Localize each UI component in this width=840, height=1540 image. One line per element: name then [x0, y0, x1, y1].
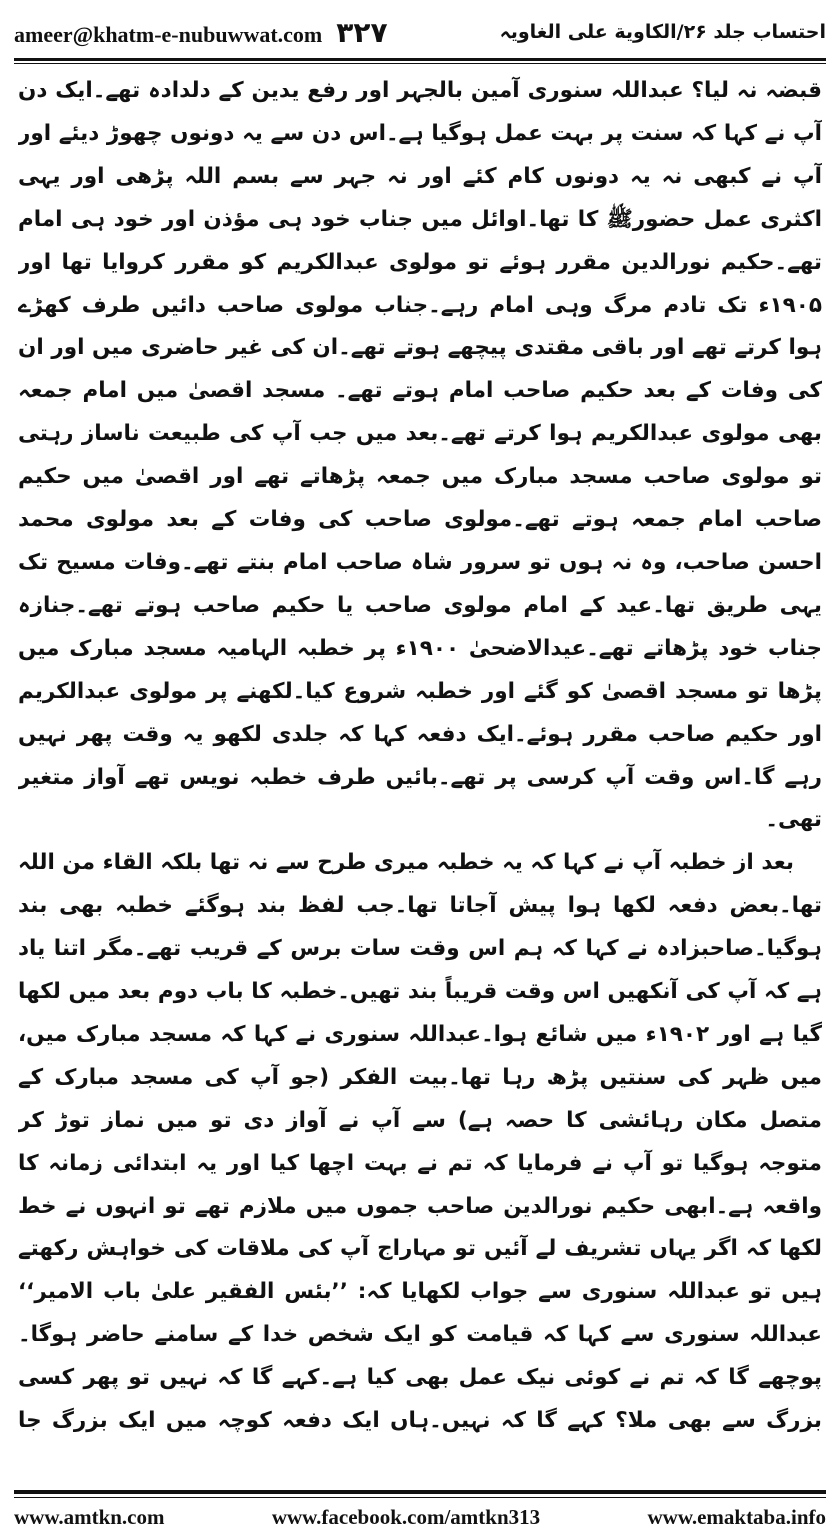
page-number: ۳۲۷ — [336, 15, 388, 49]
paragraph-2: بعد از خطبہ آپ نے کہا کہ یہ خطبہ میری طرح سے نہ تھا بلکہ القاء من اللہ تھا۔بعض دفعہ لکھا ہوا پیش آجاتا تھا۔جب لفظ بند ہوگئے خطبہ بھی بند ہوگیا۔صاحبزادہ نے کہا کہ ہم اس وقت سات برس کے قریب تھے۔مگر اتنا یاد ہے کہ آپ کی آنکھیں اس وقت قریباً بند تھیں۔خطبہ کا باب دوم بعد میں لکھا گیا ہے اور ۱۹۰۲ء میں شائع ہوا۔عبداللہ سنوری نے کہا کہ مسجد مبارک میں، میں ظہر کی سنتیں پڑھ رہا تھا۔بیت الفکر (جو آپ کی مسجد مبارک کے متصل مکان رہائشی کا حصہ ہے) سے آپ نے آواز دی تو میں نماز توڑ کر متوجہ ہوگیا تو آپ نے فرمایا کہ تم نے بہت اچھا کیا اور یہ ابتدائی زمانہ کا واقعہ ہے۔ابھی حکیم نورالدین صاحب جموں میں ملازم تھے تو انہوں نے خط لکھا کہ اگر یہاں تشریف لے آئیں تو مہاراج آپ کی ملاقات کی خواہش رکھتے ہیں تو عبداللہ سنوری سے جواب لکھایا کہ: ’’بئس الفقیر علیٰ باب الامیر‘‘ عبداللہ سنوری سے کہا کہ قیامت کو ایک شخص خدا کے سامنے حاضر ہوگا۔پوچھے گا کہ تم نے کوئی نیک عمل بھی کیا ہے۔کہے گا کہ نہیں تو پھر کسی بزرگ سے بھی ملا؟ کہے گا کہ نہیں۔ہاں ایک دفعہ کوچہ میں ایک بزرگ جا — [18, 850, 822, 1434]
book-title: احتساب جلد ۲۶/الکاویة علی الغاویہ — [499, 21, 826, 43]
header-email: ameer@khatm-e-nubuwwat.com — [14, 21, 323, 47]
footer-site-emaktaba: www.emaktaba.info — [647, 1504, 826, 1529]
footer-site-amtkn: www.amtkn.com — [14, 1504, 165, 1529]
footer-rule-thin — [14, 1497, 826, 1498]
header-left-group — [14, 16, 388, 49]
header-rule — [14, 58, 826, 64]
page-header — [14, 8, 826, 56]
page-footer — [14, 1500, 826, 1534]
paragraph-1: قبضہ نہ لیا؟ عبداللہ سنوری آمین بالجہر اور رفع یدین کے دلدادہ تھے۔ایک دن آپ نے کہا کہ سنت پر بہت عمل ہوگیا ہے۔اس دن سے یہ دونوں چھوڑ دیئے اور آپ نے کبھی نہ یہ دونوں کام کئے اور نہ جہر سے بسم اللہ پڑھی اور یہی اکثری عمل حضورﷺ کا تھا۔اوائل میں جناب خود ہی مؤذن اور خود ہی امام تھے۔حکیم نورالدین مقرر ہوئے تو مولوی عبدالکریم کو مقرر کروایا تھا اور ۱۹۰۵ء تک تادم مرگ وہی امام رہے۔جناب مولوی صاحب دائیں طرف کھڑے ہوا کرتے تھے اور باقی مقتدی پیچھے ہوتے تھے۔ان کی غیر حاضری میں اور ان کی وفات کے بعد حکیم صاحب امام ہوتے تھے۔ مسجد اقصیٰ میں امام جمعہ بھی مولوی عبدالکریم ہوا کرتے تھے۔بعد میں جب آپ کی طبیعت ناساز رہتی تو مولوی صاحب مسجد مبارک میں جمعہ پڑھاتے تھے اور اقصیٰ میں حکیم صاحب امام جمعہ ہوتے تھے۔مولوی صاحب کی وفات کے بعد مولوی محمد احسن صاحب، وہ نہ ہوں تو سرور شاہ صاحب امام بنتے تھے۔وفات مسیح تک یہی طریق تھا۔عید کے امام مولوی صاحب یا حکیم صاحب ہوتے تھے۔جنازہ جناب خود پڑھاتے تھے۔عیدالاضحیٰ ۱۹۰۰ء پر خطبہ الہامیہ مسجد مبارک میں پڑھا تو مسجد اقصیٰ کو گئے اور خطبہ شروع کیا۔لکھنے پر مولوی عبدالکریم اور حکیم صاحب مقرر ہوئے۔ایک دفعہ کہا کہ جلدی لکھو یہ وقت پھر نہیں رہے گا۔اس وقت آپ کرسی پر تھے۔بائیں طرف خطبہ نویس تھے آواز متغیر تھی۔ — [18, 78, 822, 833]
body-text — [18, 70, 822, 1450]
footer-site-facebook: www.facebook.com/amtkn313 — [271, 1504, 541, 1529]
footer-rule-thick — [14, 1490, 826, 1494]
